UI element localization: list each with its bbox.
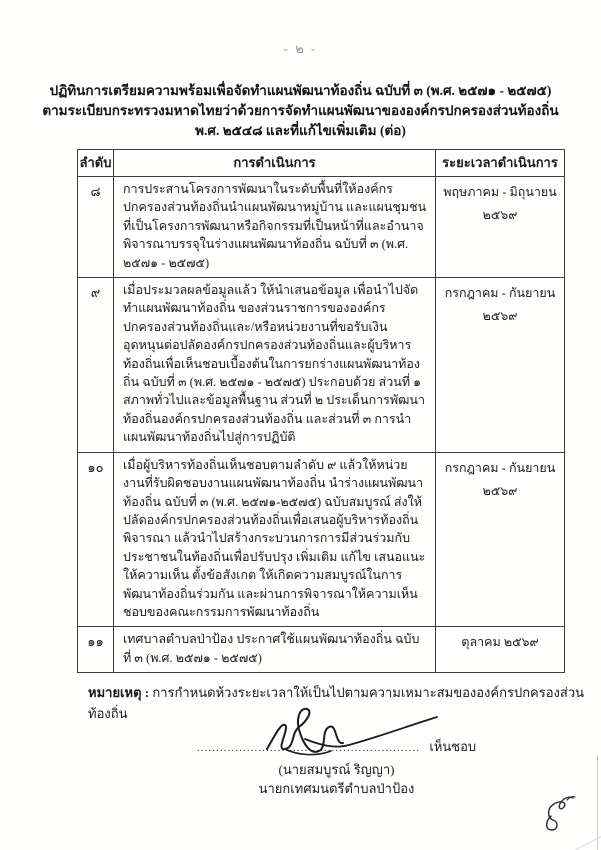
footnote-text: การกำหนดห้วงระยะเวลาให้เป็นไปตามความเหมาะสมขององค์กรปกครองส่วนท้องถิ่น: [88, 685, 585, 722]
signatory-position: นายกเทศมนตรีตำบลป่าป้อง: [258, 781, 415, 797]
row-action-text: เมื่อผู้บริหารท้องถิ่นเห็นชอบตามลำดับ ๙ แล้วให้หน่วยงานที่รับผิดชอบงานแผนพัฒนาท้องถิ่น นำร่างแผนพัฒนาท้องถิ่น ฉบับที่ ๓ (พ.ศ. ๒๕๗๑-๒๕๗๕) ฉบับสมบูรณ์ ส่งให้ปลัดองค์กรปกครองส่วนท้องถิ่นเพื่อเสนอผู้บริหารท้องถิ่นพิจารณา แล้วนำไปสร้างกระบวนการการมีส่วนร่วมกับประชาชนในท้องถิ่นเพื่อปรับปรุง เพิ่มเติม แก้ไข เสนอแนะ ให้ความเห็น ตั้งข้อสังเกต ให้เกิดความสมบูรณ์ในการพัฒนาท้องถิ่นร่วมกัน และผ่านการพิจารณาให้ความเห็นชอบของคณะกรรมการพัฒนาท้องถิ่น: [114, 452, 436, 627]
signature-dotted-line: ..........................................................: [196, 742, 421, 755]
period-year: ๒๕๖๙: [482, 208, 518, 222]
period-months: กรกฎาคม - กันยายน: [444, 286, 556, 301]
row-period: [436, 452, 565, 627]
signatory-name: (นายสมบูรณ์ ริญญา): [278, 762, 395, 778]
signature-block: [36, 739, 601, 798]
period-year: ๒๕๖๙: [482, 309, 518, 324]
initials-icon: [537, 788, 577, 834]
period-months: ตุลาคม ๒๕๖๙: [461, 635, 539, 650]
table-row: [78, 452, 565, 627]
row-period: [436, 278, 565, 453]
row-action-text: การประสานโครงการพัฒนาในระดับพื้นที่ให้องค์กรปกครองส่วนท้องถิ่นนำแผนพัฒนาหมู่บ้าน และแผนชุมชนที่เป็นโครงการพัฒนาหรือกิจกรรมที่เป็นหน้าที่และอำนาจพิจารณาบรรจุในร่างแผนพัฒนาท้องถิ่น ฉบับที่ ๓ (พ.ศ. ๒๕๗๑ - ๒๕๗๕): [114, 177, 436, 278]
row-number: ๘: [78, 177, 114, 278]
document-title: [0, 81, 601, 141]
title-line-3: พ.ศ. ๒๕๔๘ และที่แก้ไขเพิ่มเติม (ต่อ): [195, 123, 406, 138]
row-number: ๑๑: [78, 627, 114, 673]
row-period: [436, 627, 565, 673]
page-number: - ๒ -: [283, 41, 318, 56]
title-line-1: ปฏิทินการเตรียมความพร้อมเพื่อจัดทำแผนพัฒนาท้องถิ่น ฉบับที่ ๓ (พ.ศ. ๒๕๗๑ - ๒๕๗๕): [49, 83, 552, 98]
footnote-label: หมายเหตุ :: [88, 685, 150, 701]
table-row: [78, 177, 565, 278]
table-row: [78, 278, 565, 453]
scan-edge-artifact: [597, 755, 598, 850]
column-header-action: การดำเนินการ: [114, 150, 436, 177]
row-number: ๙: [78, 278, 114, 453]
row-number: ๑๐: [78, 452, 114, 627]
signature-line: [36, 739, 601, 756]
schedule-table: [77, 149, 565, 673]
table-header-row: [78, 150, 565, 177]
column-header-order: ลำดับ: [78, 150, 114, 177]
row-period: [436, 177, 565, 278]
row-action-text: เทศบาลตำบลป่าป้อง ประกาศใช้แผนพัฒนาท้องถิ่น ฉบับที่ ๓ (พ.ศ. ๒๕๗๑ - ๒๕๗๕): [114, 627, 436, 673]
period-months: พฤษภาคม - มิถุนายน: [443, 185, 557, 199]
period-months: กรกฎาคม - กันยายน: [444, 460, 556, 475]
title-line-2: ตามระเบียบกระทรวงมหาดไทยว่าด้วยการจัดทำแผนพัฒนาขององค์กรปกครองส่วนท้องถิ่น: [42, 103, 559, 118]
column-header-period: ระยะเวลาดำเนินการ: [436, 150, 565, 177]
period-year: ๒๕๖๙: [482, 483, 518, 498]
footnote: [88, 682, 601, 724]
approve-label: เห็นชอบ: [429, 739, 477, 755]
table-row: [78, 627, 565, 673]
row-action-text: เมื่อประมวลผลข้อมูลแล้ว ให้นำเสนอข้อมูล เพื่อนำไปจัดทำแผนพัฒนาท้องถิ่น ของส่วนราชการขององค์กรปกครองส่วนท้องถิ่นและ/หรือหน่วยงานที่ขอรับเงินอุดหนุนต่อปลัดองค์กรปกครองส่วนท้องถิ่นและผู้บริหารท้องถิ่นเพื่อเห็นชอบเบื้องต้นในการยกร่างแผนพัฒนาท้องถิ่น ฉบับที่ ๓ (พ.ศ. ๒๕๗๑ - ๒๕๗๕) ประกอบด้วย ส่วนที่ ๑ สภาพทั่วไปและข้อมูลพื้นฐาน ส่วนที่ ๒ ประเด็นการพัฒนาท้องถิ่นองค์กรปกครองส่วนท้องถิ่น และส่วนที่ ๓ การนำแผนพัฒนาท้องถิ่นไปสู่การปฏิบัติ: [114, 278, 436, 453]
